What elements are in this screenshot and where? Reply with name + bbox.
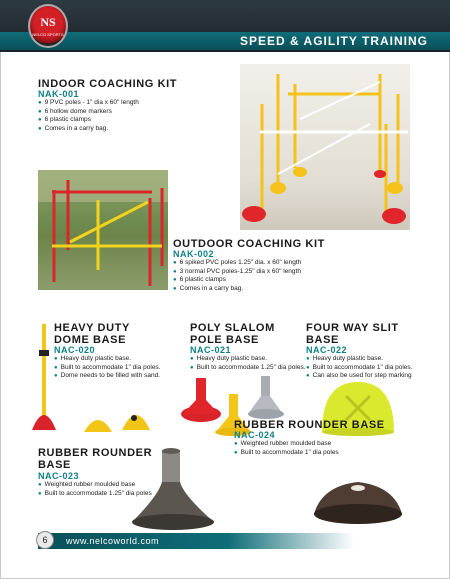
feature-item: ● Built to accommodate 1.25" dia poles. <box>190 364 306 373</box>
indoor-kit-photo <box>240 64 410 230</box>
title-line: POLY SLALOM <box>190 322 275 334</box>
feature-item: ● 6 hollow dome markers <box>38 108 139 117</box>
page-title: SPEED & AGILITY TRAINING <box>239 34 428 48</box>
slit-base-features <box>306 355 413 381</box>
indoor-kit-title: INDOOR COACHING KIT <box>38 78 178 90</box>
slit-base-code: NAC-022 <box>306 345 348 355</box>
title-line: BASE <box>306 334 339 346</box>
feature-item: ● 9 PVC poles - 1" dia x 60" length <box>38 99 139 108</box>
title-line: RUBBER ROUNDER <box>38 447 153 459</box>
rubber-base-024-features <box>234 440 339 457</box>
title-line: DOME BASE <box>54 334 127 346</box>
feature-item: ● Weighted rubber moulded base <box>234 440 339 449</box>
rubber-base-023-photo <box>128 446 218 532</box>
title-line: HEAVY DUTY <box>54 322 130 334</box>
title-line: FOUR WAY SLIT <box>306 322 399 334</box>
feature-item: ● Comes in a carry bag. <box>173 285 301 294</box>
website-link[interactable]: www.nelcoworld.com <box>66 536 160 546</box>
feature-item: ● Heavy duty plastic base. <box>54 355 161 364</box>
rubber-base-024-code: NAC-024 <box>234 430 276 440</box>
feature-item: ● Built to accommodate 1.25" dia poles <box>38 490 152 499</box>
feature-item: ● Heavy duty plastic base. <box>190 355 306 364</box>
indoor-kit-features <box>38 99 139 133</box>
feature-item: ● Built to accommodate 1" dia poles. <box>54 364 161 373</box>
feature-item: ● Comes in a carry bag. <box>38 125 139 134</box>
outdoor-kit-title: OUTDOOR COACHING KIT <box>173 238 325 250</box>
outdoor-kit-code: NAK-002 <box>173 249 215 259</box>
page-number: 6 <box>36 531 54 549</box>
rubber-base-024-title: RUBBER ROUNDER BASE <box>234 419 385 431</box>
feature-item: ● Built to accommodate 1" dia poles. <box>306 364 413 373</box>
dome-base-photo <box>30 320 160 436</box>
slalom-base-title <box>190 322 275 346</box>
logo-subtext: NELCO SPORTS <box>32 32 64 37</box>
feature-item: ● 6 plastic clamps <box>38 116 139 125</box>
feature-item: ● Heavy duty plastic base. <box>306 355 413 364</box>
dome-base-code: NAC-020 <box>54 345 96 355</box>
feature-item: ● 3 normal PVC poles-1.25" dia x 60" length <box>173 268 301 277</box>
outdoor-kit-features <box>173 259 301 293</box>
slalom-base-code: NAC-021 <box>190 345 232 355</box>
feature-item: ● 6 plastic clamps <box>173 276 301 285</box>
feature-item: ● Weighted rubber moulded base <box>38 481 152 490</box>
feature-item: ● Dome needs to be filled with sand. <box>54 372 161 381</box>
title-line: POLE BASE <box>190 334 259 346</box>
rubber-base-023-code: NAC-023 <box>38 471 80 481</box>
outdoor-kit-photo <box>38 170 168 290</box>
rubber-base-024-photo <box>312 474 404 530</box>
brand-logo <box>28 4 68 48</box>
feature-item: ● Built to accommodate 1" dia poles <box>234 449 339 458</box>
indoor-kit-code: NAK-001 <box>38 89 80 99</box>
slit-base-title <box>306 322 399 346</box>
logo-text: NS <box>40 15 56 29</box>
title-line: BASE <box>38 459 71 471</box>
feature-item: ● Can also be used for step marking <box>306 372 413 381</box>
feature-item: ● 6 spiked PVC poles 1.25" dia. x 60" length <box>173 259 301 268</box>
